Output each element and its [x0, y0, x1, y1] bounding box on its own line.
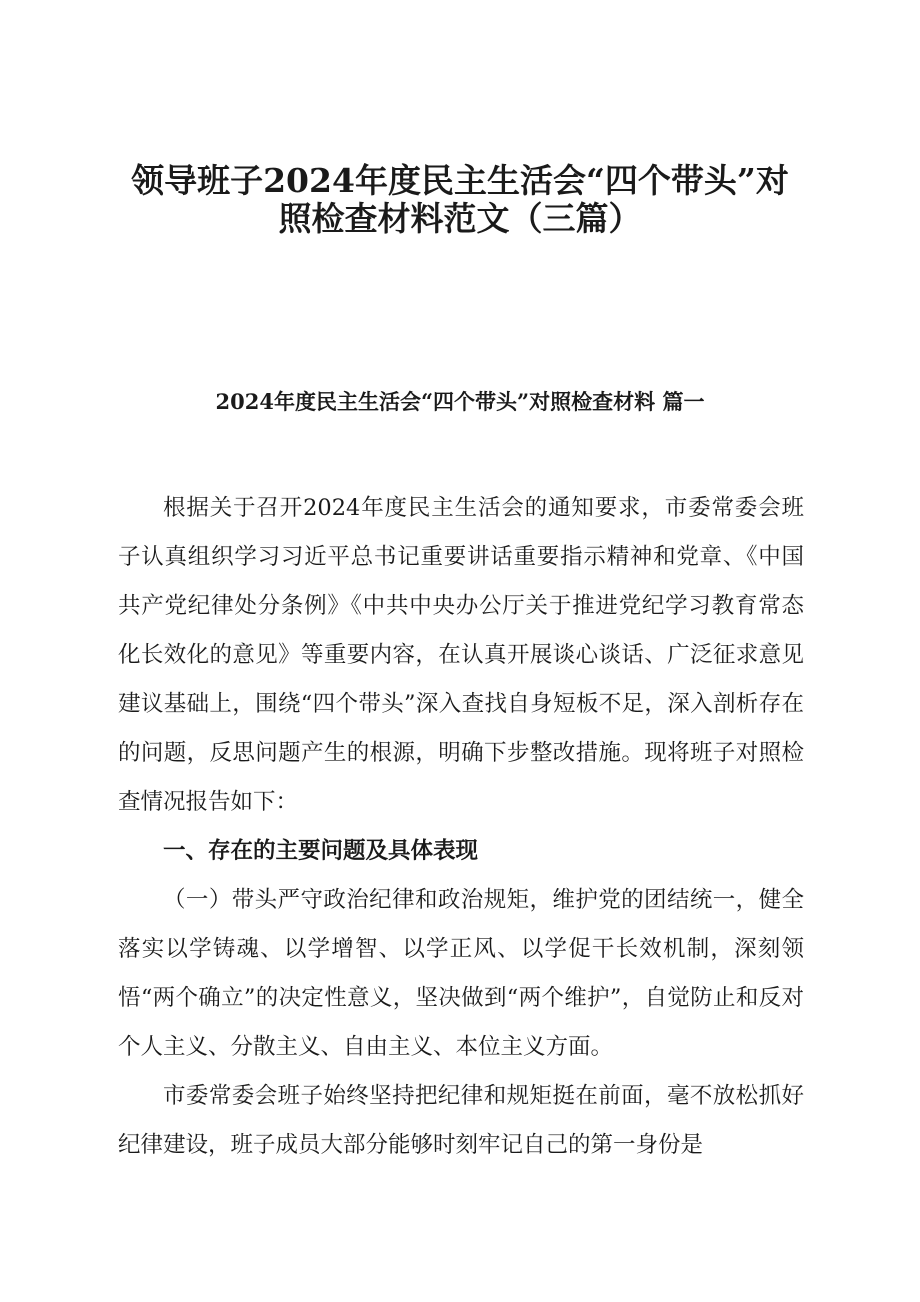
main-issues-heading: 一、存在的主要问题及具体表现: [163, 838, 479, 864]
document-body: [118, 484, 804, 1170]
intro-paragraph: 根据关于召开2024年度民主生活会的通知要求，市委常委会班子认真组织学习习近平总书记重要讲话重要指示精神和党章、《中国共产党纪律处分条例》《中共中央办公厅关于推进党纪学习教育常态化长效化的意见》等重要内容，在认真开展谈心谈话、广泛征求意见建议基础上，围绕“四个带头”深入查找自身短板不足，深入剖析存在的问题，反思问题产生的根源，明确下步整改措施。现将班子对照检查情况报告如下：: [118, 495, 804, 815]
document-title-line-1: 领导班子2024年度民主生活会“四个带头”对: [131, 161, 789, 200]
document-title-line-2: 照检查材料范文（三篇）: [278, 199, 642, 238]
section-title: 2024年度民主生活会“四个带头”对照检查材料 篇一: [215, 389, 705, 414]
issue-one-paragraph: （一）带头严守政治纪律和政治规矩，维护党的团结统一，健全落实以学铸魂、以学增智、以学正风、以学促干长效机制，深刻领悟“两个确立”的决定性意义，坚决做到“两个维护”，自觉防止和反对个人主义、分散主义、自由主义、本位主义方面。: [118, 887, 804, 1060]
issue-one-detail-paragraph: 市委常委会班子始终坚持把纪律和规矩挺在前面，毫不放松抓好纪律建设，班子成员大部分能够时刻牢记自己的第一身份是: [118, 1083, 804, 1158]
